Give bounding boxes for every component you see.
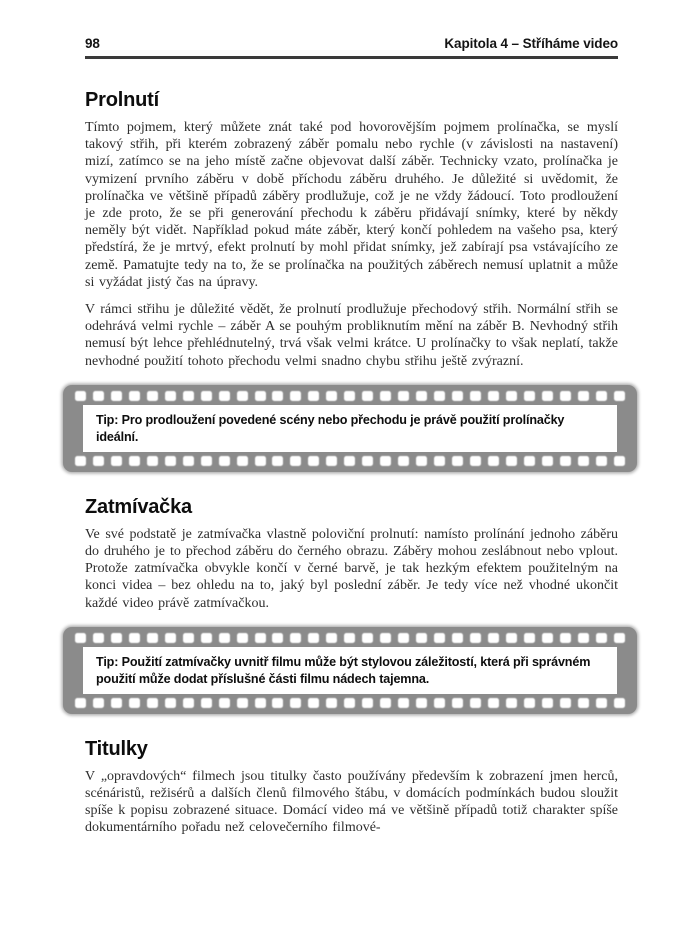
sprocket-hole xyxy=(398,698,409,708)
section-heading-titulky: Titulky xyxy=(85,737,148,760)
sprocket-hole xyxy=(470,391,481,401)
sprocket-hole xyxy=(111,456,122,466)
sprocket-hole xyxy=(488,698,499,708)
sprocket-hole xyxy=(380,698,391,708)
sprocket-hole xyxy=(219,391,230,401)
sprocket-hole xyxy=(272,698,283,708)
sprocket-hole xyxy=(578,698,589,708)
sprocket-hole xyxy=(308,633,319,643)
sprocket-hole xyxy=(201,698,212,708)
tip-text xyxy=(96,412,604,446)
sprocket-hole xyxy=(362,633,373,643)
filmstrip-holes-bottom xyxy=(75,698,625,708)
sprocket-hole xyxy=(308,391,319,401)
sprocket-hole xyxy=(272,391,283,401)
sprocket-hole xyxy=(614,698,625,708)
sprocket-hole xyxy=(111,391,122,401)
sprocket-hole xyxy=(452,633,463,643)
sprocket-hole xyxy=(542,633,553,643)
section-titulky xyxy=(85,738,618,837)
sprocket-hole xyxy=(237,633,248,643)
sprocket-hole xyxy=(596,698,607,708)
sprocket-hole xyxy=(596,456,607,466)
sprocket-hole xyxy=(470,456,481,466)
page-number: 98 xyxy=(85,36,100,51)
sprocket-hole xyxy=(237,391,248,401)
sprocket-hole xyxy=(542,698,553,708)
sprocket-hole xyxy=(308,698,319,708)
sprocket-hole xyxy=(290,456,301,466)
filmstrip-holes-top xyxy=(75,633,625,643)
sprocket-hole xyxy=(308,456,319,466)
sprocket-hole xyxy=(272,633,283,643)
sprocket-hole xyxy=(596,391,607,401)
sprocket-hole xyxy=(506,456,517,466)
sprocket-hole xyxy=(201,456,212,466)
sprocket-hole xyxy=(147,633,158,643)
paragraph: V „opravdových“ filmech jsou titulky často používány především k zobrazení jmen herců, scénáristů, režisérů a dalších členů filmového štábu, v domácích podmínkách budou sloužit spíše k popisu zobrazené situace. Domácí video má ve většině případů totiž charakter spíše dokumentárního pořadu než celovečerního filmové- xyxy=(85,768,618,836)
sprocket-hole xyxy=(326,391,337,401)
sprocket-hole xyxy=(488,391,499,401)
sprocket-hole xyxy=(470,698,481,708)
tip-body: Pro prodloužení povedené scény nebo přechodu je právě použití prolínačky ideální. xyxy=(96,412,565,444)
sprocket-hole xyxy=(129,456,140,466)
sprocket-hole xyxy=(452,698,463,708)
tip-box xyxy=(83,647,617,694)
sprocket-hole xyxy=(398,391,409,401)
sprocket-hole xyxy=(398,633,409,643)
chapter-title: Kapitola 4 – Stříháme video xyxy=(444,36,618,51)
sprocket-hole xyxy=(596,633,607,643)
tip-label: Tip: xyxy=(96,654,119,669)
sprocket-hole xyxy=(380,456,391,466)
sprocket-hole xyxy=(165,633,176,643)
sprocket-hole xyxy=(326,698,337,708)
section-zatmivacka xyxy=(85,496,618,612)
sprocket-hole xyxy=(560,698,571,708)
sprocket-hole xyxy=(416,698,427,708)
sprocket-hole xyxy=(183,633,194,643)
sprocket-hole xyxy=(255,456,266,466)
tip-body: Použití zatmívačky uvnitř filmu může být stylovou záležitostí, která při správném použití může dodat příslušné části filmu nádech tajemna. xyxy=(96,654,591,686)
sprocket-hole xyxy=(111,633,122,643)
sprocket-hole xyxy=(380,391,391,401)
sprocket-hole xyxy=(272,456,283,466)
sprocket-hole xyxy=(183,391,194,401)
sprocket-hole xyxy=(93,456,104,466)
sprocket-hole xyxy=(255,633,266,643)
sprocket-hole xyxy=(506,391,517,401)
sprocket-hole xyxy=(219,633,230,643)
sprocket-hole xyxy=(362,456,373,466)
sprocket-hole xyxy=(416,456,427,466)
sprocket-hole xyxy=(129,633,140,643)
sprocket-hole xyxy=(326,456,337,466)
sprocket-hole xyxy=(470,633,481,643)
sprocket-hole xyxy=(344,698,355,708)
sprocket-hole xyxy=(380,633,391,643)
section-heading-prolnuti: Prolnutí xyxy=(85,89,159,111)
sprocket-hole xyxy=(452,391,463,401)
sprocket-hole xyxy=(165,456,176,466)
sprocket-hole xyxy=(219,456,230,466)
sprocket-hole xyxy=(524,391,535,401)
sprocket-hole xyxy=(75,391,86,401)
sprocket-hole xyxy=(290,633,301,643)
sprocket-hole xyxy=(147,456,158,466)
sprocket-hole xyxy=(75,633,86,643)
sprocket-hole xyxy=(524,698,535,708)
section-prolnuti xyxy=(85,89,618,370)
tip-label: Tip: xyxy=(96,412,119,427)
sprocket-hole xyxy=(290,698,301,708)
sprocket-hole xyxy=(614,633,625,643)
sprocket-hole xyxy=(237,456,248,466)
tip-text xyxy=(96,654,604,688)
sprocket-hole xyxy=(326,633,337,643)
sprocket-hole xyxy=(416,391,427,401)
tip-filmstrip-1 xyxy=(63,385,637,472)
sprocket-hole xyxy=(452,456,463,466)
sprocket-hole xyxy=(542,391,553,401)
section-heading-zatmivacka: Zatmívačka xyxy=(85,495,192,518)
sprocket-hole xyxy=(255,698,266,708)
paragraph: Ve své podstatě je zatmívačka vlastně poloviční prolnutí: namísto prolínání jednoho záběru do druhého je to přechod záběru do černého obrazu. Záběry mohou zeslábnout nebo vplout. Protože zatmívačka obvykle končí v černé barvě, je tak hezkým efektem použitelným na konci videa – bez ohledu na to, jaký byl poslední záběr. Je tedy více než vhodné ukončit každé video právě zatmívačkou. xyxy=(85,526,618,611)
sprocket-hole xyxy=(147,698,158,708)
sprocket-hole xyxy=(434,456,445,466)
sprocket-hole xyxy=(578,391,589,401)
sprocket-hole xyxy=(434,633,445,643)
sprocket-hole xyxy=(183,456,194,466)
sprocket-hole xyxy=(344,456,355,466)
paragraph: Tímto pojmem, který můžete znát také pod hovorovějším pojmem prolínačka, se myslí takový střih, při kterém zobrazený záběr pomalu nebo rychle (v závislosti na nastavení) mizí, zatímco se na jeho místě začne objevovat další záběr. Technicky vzato, prolínačka je vymizení prvního záběru v době příchodu záběru druhého. Je důležité si uvědomit, že prolínačka ve většině případů záběry prodlužuje, což je ne vždy žádoucí. Toto prodloužení je zde proto, že se při generování přechodu k záběru přidávají snímky, které by někdy neměly být vidět. Například pokud máte záběr, který končí pohledem na vašeho psa, který předstírá, že je mrtvý, efekt prolnutí by mohl přidat snímky, jež zabírají psa vstávajícího ze země. Pamatujte tedy na to, že se prolínačka na použitých záběrech nemusí uplatnit a může si vyžádat jistý čas na úpravy. xyxy=(85,120,618,290)
sprocket-hole xyxy=(237,698,248,708)
sprocket-hole xyxy=(560,633,571,643)
filmstrip-holes-bottom xyxy=(75,456,625,466)
sprocket-hole xyxy=(344,391,355,401)
sprocket-hole xyxy=(290,391,301,401)
sprocket-hole xyxy=(255,391,266,401)
sprocket-hole xyxy=(111,698,122,708)
sprocket-hole xyxy=(614,391,625,401)
sprocket-hole xyxy=(75,698,86,708)
sprocket-hole xyxy=(165,698,176,708)
sprocket-hole xyxy=(578,456,589,466)
sprocket-hole xyxy=(506,698,517,708)
sprocket-hole xyxy=(434,391,445,401)
sprocket-hole xyxy=(362,391,373,401)
sprocket-hole xyxy=(183,698,194,708)
sprocket-hole xyxy=(75,456,86,466)
sprocket-hole xyxy=(578,633,589,643)
sprocket-hole xyxy=(93,698,104,708)
sprocket-hole xyxy=(542,456,553,466)
sprocket-hole xyxy=(614,456,625,466)
sprocket-hole xyxy=(488,633,499,643)
sprocket-hole xyxy=(93,391,104,401)
sprocket-hole xyxy=(362,698,373,708)
filmstrip-holes-top xyxy=(75,391,625,401)
page-header xyxy=(85,36,618,59)
sprocket-hole xyxy=(506,633,517,643)
paragraph: V rámci střihu je důležité vědět, že prolnutí prodlužuje přechodový střih. Normální střih se odehrává velmi rychle – záběr A se pouhým probliknutím mění na záběr B. Nevhodný střih nemusí být lehce přehlédnutelný, trvá však velmi krátce. U prolínačky to však neplatí, takže nevhodné použití tohoto přechodu velmi snadno chybu střihu ještě zvýrazní. xyxy=(85,302,618,369)
sprocket-hole xyxy=(201,633,212,643)
sprocket-hole xyxy=(344,633,355,643)
tip-filmstrip-2 xyxy=(63,627,637,714)
sprocket-hole xyxy=(129,391,140,401)
sprocket-hole xyxy=(201,391,212,401)
sprocket-hole xyxy=(129,698,140,708)
sprocket-hole xyxy=(524,456,535,466)
sprocket-hole xyxy=(219,698,230,708)
sprocket-hole xyxy=(398,456,409,466)
sprocket-hole xyxy=(93,633,104,643)
sprocket-hole xyxy=(147,391,158,401)
sprocket-hole xyxy=(560,391,571,401)
sprocket-hole xyxy=(416,633,427,643)
sprocket-hole xyxy=(560,456,571,466)
sprocket-hole xyxy=(488,456,499,466)
tip-box xyxy=(83,405,617,452)
sprocket-hole xyxy=(434,698,445,708)
sprocket-hole xyxy=(165,391,176,401)
sprocket-hole xyxy=(524,633,535,643)
